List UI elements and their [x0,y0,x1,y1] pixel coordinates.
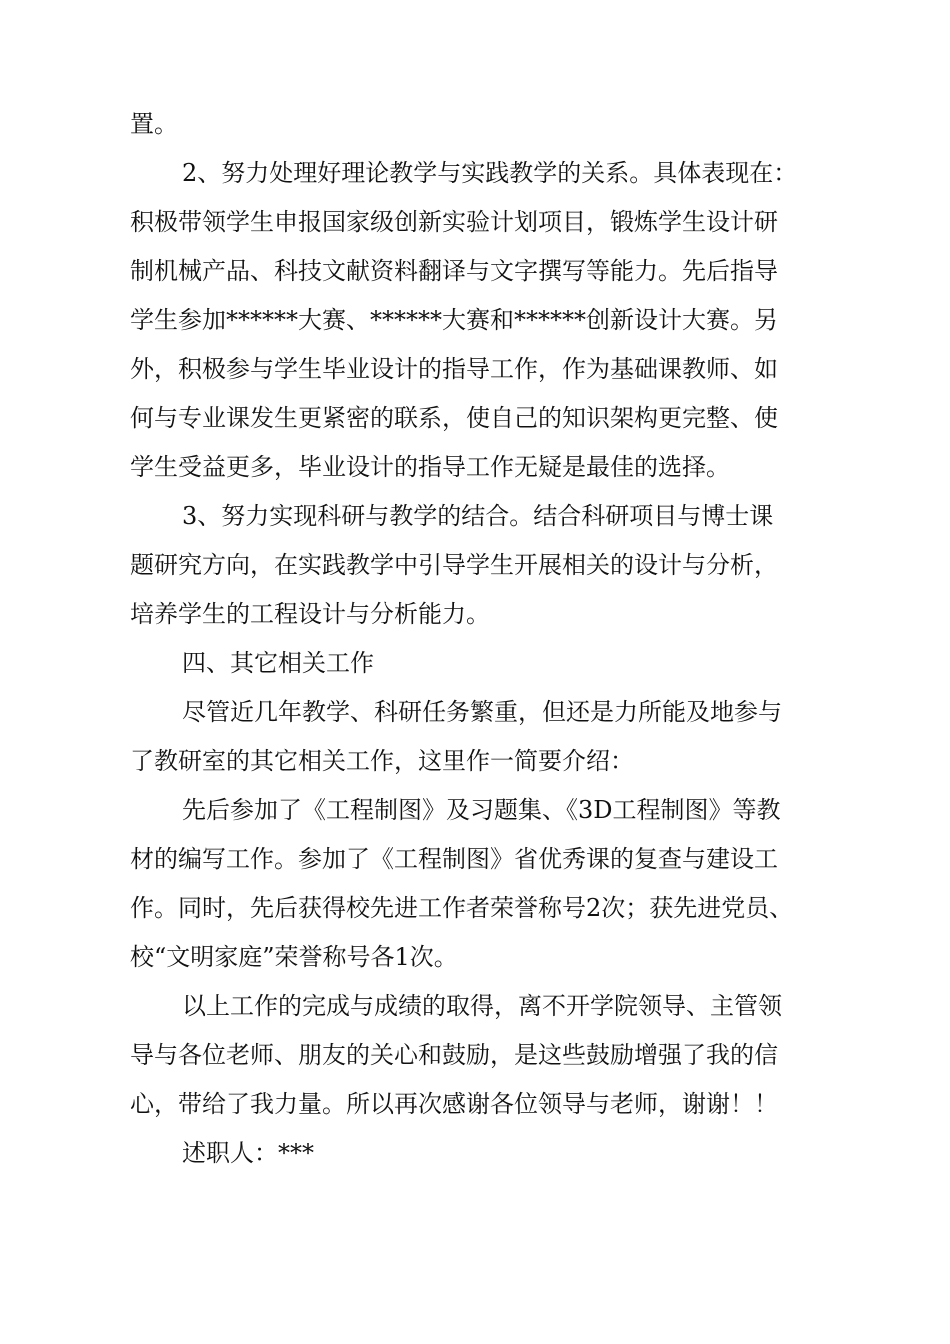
text-line: 3、努力实现科研与教学的结合。结合科研项目与博士课 [182,502,774,530]
text-line: 以上工作的完成与成绩的取得，离不开学院领导、主管领 [182,992,782,1020]
text-line: 何与专业课发生更紧密的联系，使自己的知识架构更完整、使 [130,404,778,432]
signature-line: 述职人：*** [182,1139,314,1167]
text-line: 了教研室的其它相关工作，这里作一简要介绍： [130,747,634,775]
section-heading: 四、其它相关工作 [182,649,374,677]
text-line: 培养学生的工程设计与分析能力。 [130,600,490,628]
text-line: 先后参加了《工程制图》及习题集、《3D工程制图》等教 [182,796,781,824]
text-line: 积极带领学生申报国家级创新实验计划项目，锻炼学生设计研 [130,208,778,236]
text-line: 置。 [130,110,178,138]
text-line: 心，带给了我力量。所以再次感谢各位领导与老师，谢谢！！ [130,1090,778,1118]
text-line: 校“文明家庭”荣誉称号各1次。 [130,943,458,971]
text-line: 学生参加******大赛、******大赛和******创新设计大赛。另 [130,306,778,334]
text-line: 制机械产品、科技文献资料翻译与文字撰写等能力。先后指导 [130,257,778,285]
text-line: 尽管近几年教学、科研任务繁重，但还是力所能及地参与 [182,698,782,726]
text-line: 导与各位老师、朋友的关心和鼓励，是这些鼓励增强了我的信 [130,1041,778,1069]
text-line: 作。同时，先后获得校先进工作者荣誉称号2次；获先进党员、 [130,894,794,922]
text-line: 学生受益更多，毕业设计的指导工作无疑是最佳的选择。 [130,453,730,481]
text-line: 题研究方向，在实践教学中引导学生开展相关的设计与分析， [130,551,778,579]
text-line: 材的编写工作。参加了《工程制图》省优秀课的复查与建设工 [130,845,778,873]
text-line: 外，积极参与学生毕业设计的指导工作，作为基础课教师、如 [130,355,778,383]
text-line: 2、努力处理好理论教学与实践教学的关系。具体表现在： [182,159,798,187]
